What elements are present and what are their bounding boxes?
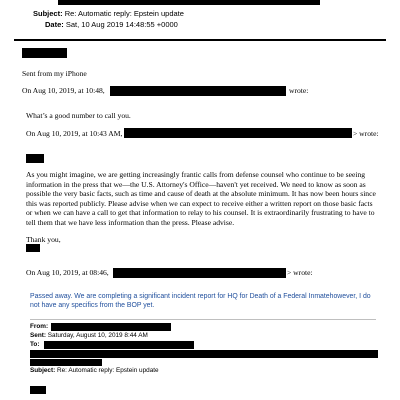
forward-subject-value: Re: Automatic reply: Epstein update	[57, 367, 159, 374]
blue-message: Passed away. We are completing a significant incident report for HQ for Death of a Federal Inmatehowever, I do not have any specifics from the BOP yet.	[30, 293, 371, 309]
forward-divider	[30, 319, 376, 320]
redaction-quote-2	[124, 128, 352, 138]
quote-line-2-prefix: On Aug 10, 2019, at 10:43 AM,	[26, 129, 123, 138]
quote-line-3-prefix: On Aug 10, 2019, at 08:46,	[26, 268, 109, 277]
redaction-forward-from	[51, 323, 171, 331]
redaction-quote-1	[110, 86, 286, 96]
redaction-greeting	[26, 154, 44, 163]
forward-subject	[30, 367, 159, 375]
redaction-top	[58, 0, 320, 5]
date-label: Date:	[45, 20, 64, 29]
forward-to	[30, 341, 39, 349]
date-value: Sat, 10 Aug 2019 14:48:55 +0000	[65, 20, 178, 29]
forward-sent-label: Sent:	[30, 332, 46, 339]
good-number-line: What’s a good number to call you.	[26, 111, 131, 120]
redaction-forward-to-3	[30, 359, 102, 366]
forward-to-label: To:	[30, 341, 40, 348]
email-header-date	[45, 20, 178, 29]
redaction-quote-3	[113, 268, 286, 278]
quote-line-3-suffix: > wrote:	[287, 268, 313, 277]
header-divider	[14, 39, 386, 41]
redaction-bottom	[30, 386, 46, 394]
quote-line-1	[22, 86, 105, 96]
forward-from-label: From:	[30, 323, 49, 330]
forward-sent	[30, 332, 148, 340]
quote-line-2-suffix: > wrote:	[353, 129, 379, 138]
thank-you-line: Thank you,	[26, 235, 61, 244]
forward-subject-label: Subject:	[30, 367, 56, 374]
quote-line-3	[26, 268, 109, 278]
main-paragraph: As you might imagine, we are getting increasingly frantic calls from defense counsel who continue to be seeing information in the press that we—the U.S. Attorney's Office—haven't yet received. We need to know as soon as possible the very basic facts, such as time and cause of death at the absolute minimum. It has now been hours since this was reported publicly. Please advise when we can expect to receive either a written report on those basic facts or when we can have a call to get that information to relay to his counsel. It is extraordinarily frustrating to have to tell them that we have less information than the press. Please advise.	[26, 170, 376, 227]
subject-value: Re: Automatic reply: Epstein update	[64, 9, 184, 18]
sent-from-line: Sent from my iPhone	[22, 69, 87, 78]
redaction-signature	[26, 244, 40, 252]
forward-from	[30, 323, 48, 331]
subject-label: Subject:	[33, 9, 63, 18]
email-header-subject	[33, 9, 184, 18]
quote-line-1-suffix: wrote:	[289, 86, 309, 95]
redaction-sender-name	[22, 48, 67, 58]
redaction-forward-to-2	[30, 350, 378, 358]
quote-line-2	[26, 129, 122, 139]
quote-line-1-prefix: On Aug 10, 2019, at 10:48,	[22, 86, 105, 95]
forward-sent-value: Saturday, August 10, 2019 8:44 AM	[47, 332, 148, 339]
redaction-forward-to-1	[44, 341, 194, 349]
